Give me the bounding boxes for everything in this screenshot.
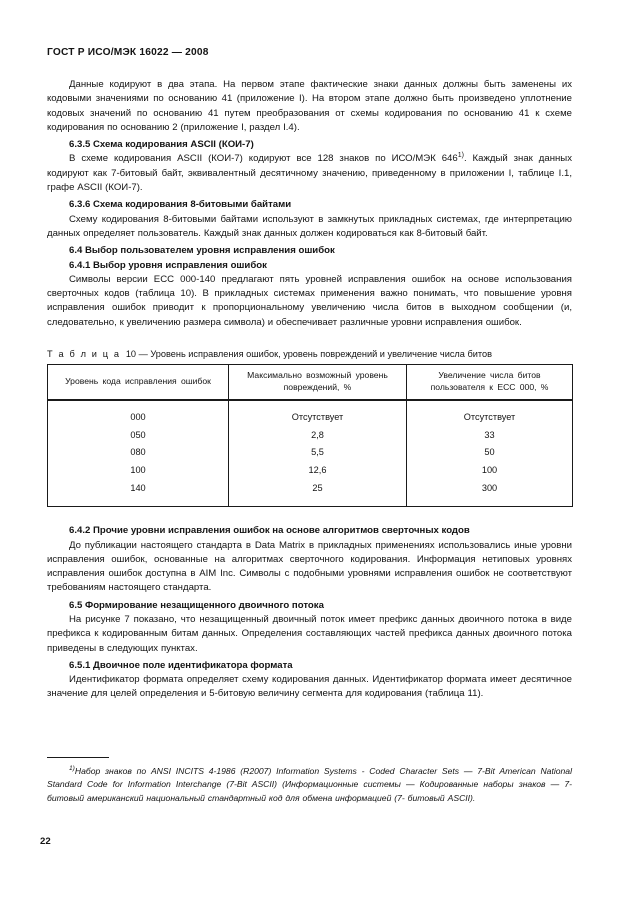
cell-code-level: 000 [48, 400, 229, 427]
paragraph-clause-6-3-5 [47, 152, 572, 195]
table-header-group [48, 365, 573, 401]
cell-bit-increase: 33 [407, 427, 573, 445]
cell-bit-increase: Отсутствует [407, 400, 573, 427]
footnote-1 [47, 765, 572, 805]
cell-code-level: 050 [48, 427, 229, 445]
paragraph-clause-6-3-5-part-1: В схеме кодирования ASCII (КОИ-7) кодируют все 128 знаков по ИСО/МЭК 646 [69, 153, 458, 165]
heading-clause-6-4-1: 6.4.1 Выбор уровня исправления ошибок [69, 259, 267, 271]
table-caption-title: Уровень исправления ошибок, уровень повреждений и увеличение числа битов [150, 349, 492, 360]
table-row [48, 462, 573, 480]
cell-code-level: 140 [48, 480, 229, 507]
table-row [48, 427, 573, 445]
cell-max-damage: Отсутствует [229, 400, 407, 427]
cell-code-level: 080 [48, 444, 229, 462]
footnote-separator-rule [47, 757, 109, 758]
paragraph-clause-6-5: На рисунке 7 показано, что незащищенный двоичный поток имеет префикс данных двоичного потока в виде префикса к кодированным битам данных. Определения составляющих частей префикса данных двоичного потока приведены в следующих пунктах. [47, 613, 572, 654]
table-column-header-bit-increase: Увеличение числа битов пользователя к ECC 000, % [407, 365, 573, 401]
heading-clause-6-5-1: 6.5.1 Двоичное поле идентификатора формата [69, 659, 293, 671]
paragraph-clause-6-4-2: До публикации настоящего стандарта в Data Matrix в прикладных применениях использовались иные уровни исправления ошибок, основанные на алгоритмах сверточного кодирования. Информация нетиповых уровнях исправления ошибок доступна в AIM Inc. Символы с подобными уровнями исправления ошибок не соответствуют требованиям настоящего стандарта. [47, 539, 572, 594]
table-body-group [48, 400, 573, 506]
footnote-number-marker: 1) [69, 765, 75, 773]
table-row [48, 444, 573, 462]
cell-code-level: 100 [48, 462, 229, 480]
cell-max-damage: 25 [229, 480, 407, 507]
paragraph-clause-6-5-1: Идентификатор формата определяет схему кодирования данных. Идентификатор формата имеет десятичное значение для целей определения и 5-битовую величину сегмента для кодирования (таблица 11). [47, 674, 572, 700]
table-row [48, 400, 573, 427]
footnote-text: Набор знаков по ANSI INCITS 4-1986 (R2007) Information Systems - Coded Character Sets — 7-Bit American National Standard Code for Information Interchange (7-Bit ASCII) (Информационные системы — Кодированные наборы знаков — 7-битовый американский национальный стандартный код для обмена информацией (7- битовый ASCII). [47, 766, 572, 803]
heading-clause-6-3-5: 6.3.5 Схема кодирования ASCII (КОИ-7) [69, 139, 254, 151]
running-header-standard-designation: ГОСТ Р ИСО/МЭК 16022 — 2008 [47, 47, 209, 58]
page-number: 22 [40, 836, 51, 847]
heading-clause-6-4-2: 6.4.2 Прочие уровни исправления ошибок на основе алгоритмов сверточных кодов [69, 525, 470, 537]
heading-clause-6-5: 6.5 Формирование незащищенного двоичного потока [69, 599, 324, 611]
footnote-reference-marker[interactable]: 1) [457, 152, 464, 160]
paragraph-clause-6-3-6: Схему кодирования 8-битовыми байтами используют в замкнутых прикладных системах, где интерпретацию данных определяет пользователь. Каждый знак данных должен кодироваться как 8-битовый байт. [47, 213, 572, 239]
spacer [47, 330, 572, 347]
table-error-correction-levels [47, 364, 573, 507]
table-caption-label: Т а б л и ц а [47, 349, 121, 360]
cell-bit-increase: 300 [407, 480, 573, 507]
table-header-row [48, 365, 573, 401]
table-caption-dash: — [138, 349, 148, 360]
cell-max-damage: 12,6 [229, 462, 407, 480]
table-10-caption [47, 347, 572, 361]
heading-clause-6-4: 6.4 Выбор пользователем уровня исправления ошибок [69, 245, 335, 257]
table-column-header-code-level: Уровень кода исправления ошибок [48, 365, 229, 401]
cell-max-damage: 5,5 [229, 444, 407, 462]
heading-clause-6-3-6: 6.3.6 Схема кодирования 8-битовыми байтами [69, 199, 292, 211]
paragraph-clause-6-4-1: Символы версии ECC 000-140 предлагают пять уровней исправления ошибок на основе использования сверточных кодов (таблица 10). В прикладных системах применения важно понимать, что повышение уровня исправления ошибок приводит к пропорциональному увеличению числа битов в выходном сообщении (и, следовательно, к увеличению размера символа) и обеспечивает различные уровни исправления ошибок. [47, 273, 572, 328]
spacer [47, 507, 572, 524]
table-row [48, 480, 573, 507]
footnote-area [47, 757, 572, 805]
table-column-header-max-damage: Максимально возможный уровень повреждений, % [229, 365, 407, 401]
page-body-content [47, 78, 572, 702]
cell-max-damage: 2,8 [229, 427, 407, 445]
table-caption-number: 10 [125, 349, 137, 360]
cell-bit-increase: 50 [407, 444, 573, 462]
paragraph-two-stage-encoding: Данные кодируют в два этапа. На первом этапе фактические знаки данных должны быть заменены их кодовыми значениями по основанию 41 (приложение I). На втором этапе должно быть произведено уплотнение кодовых значений по основанию 41 путем преобразования от схемы кодирования по основанию 41 к схеме кодирования по основанию 2 (приложение I, раздел I.4). [47, 79, 572, 133]
cell-bit-increase: 100 [407, 462, 573, 480]
paragraph-clause-6-3-5-part-2: . Каждый знак данных кодируют как 7-битовый байт, эквивалентный десятичному значению, приведенному в приложении I, таблице I.1, графе ASCII (КОИ-7). [47, 153, 572, 194]
